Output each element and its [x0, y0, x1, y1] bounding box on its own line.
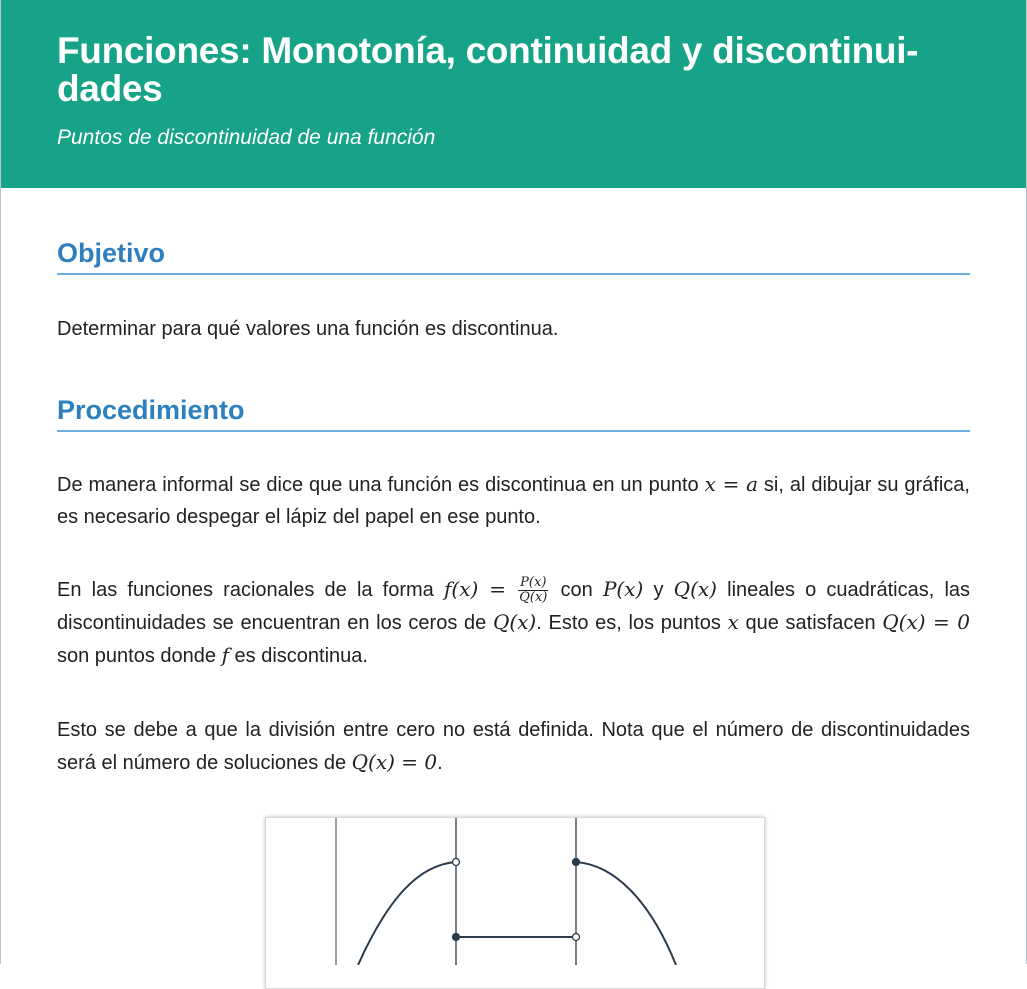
p1-text-a: De manera informal se dice que una función es discontinua en un punto — [57, 474, 705, 496]
procedimiento-paragraph-3 — [57, 714, 970, 779]
graph-svg — [266, 818, 764, 965]
math-x-equals-a: x = a — [704, 472, 758, 496]
fraction-p-over-q — [518, 576, 548, 605]
p2-text-f: que satisfacen — [738, 612, 883, 634]
page-title-line-2: dades — [57, 68, 163, 109]
math-p-of-x: P(x) — [602, 577, 644, 601]
procedimiento-paragraph-2 — [57, 573, 970, 672]
content — [1, 238, 1026, 779]
header-banner — [1, 0, 1026, 188]
page-title-line-1: Funciones: Monotonía, continuidad y discontinui- — [57, 30, 919, 71]
page-title — [57, 32, 970, 108]
p2-text-c: y — [643, 579, 674, 601]
math-q-of-x-equals-0-b: Q(x) = 0 — [351, 750, 438, 774]
open-point-middle-right — [573, 934, 580, 941]
p3-text-a: Esto se debe a que la división entre cero no está definida. Nota que el número de discontinuidades será el número de soluciones de — [57, 719, 970, 774]
math-q-of-x: Q(x) — [673, 577, 717, 601]
curve-left-branch — [358, 862, 456, 965]
math-x: x — [727, 610, 739, 634]
p2-text-e: . Esto es, los puntos — [536, 612, 728, 634]
p2-text-a: En las funciones racionales de la forma — [57, 579, 444, 601]
curve-right-branch — [576, 862, 676, 965]
closed-point-right — [573, 859, 580, 866]
function-graph-figure — [265, 817, 765, 989]
closed-point-middle-left — [453, 934, 460, 941]
section-title-objetivo: Objetivo — [57, 238, 970, 275]
math-f-of-x: f(x) = — [444, 577, 507, 601]
open-point-left — [453, 859, 460, 866]
fraction-numerator: P(x) — [520, 575, 547, 591]
procedimiento-paragraph-1 — [57, 468, 970, 533]
p3-text-b: . — [437, 752, 443, 774]
math-f: f — [221, 643, 229, 667]
p2-text-b: con — [550, 579, 603, 601]
p1-text-b: si, al dibujar su gráfica, es necesario despegar el lápiz del papel en ese punto. — [57, 474, 970, 528]
page-subtitle: Puntos de discontinuidad de una función — [57, 126, 436, 149]
p2-text-d: lineales o cuadráticas, las discontinuidades se encuentran en los ceros de — [57, 579, 971, 634]
p2-text-h: es discontinua. — [229, 645, 368, 667]
section-title-procedimiento: Procedimiento — [57, 395, 970, 432]
math-q-of-x-2: Q(x) — [492, 610, 537, 634]
fraction-denominator: Q(x) — [519, 590, 548, 606]
objetivo-text: Determinar para qué valores una función es discontinua. — [57, 318, 559, 340]
p2-text-g: son puntos donde — [57, 645, 222, 667]
math-q-of-x-equals-0: Q(x) = 0 — [882, 610, 971, 634]
